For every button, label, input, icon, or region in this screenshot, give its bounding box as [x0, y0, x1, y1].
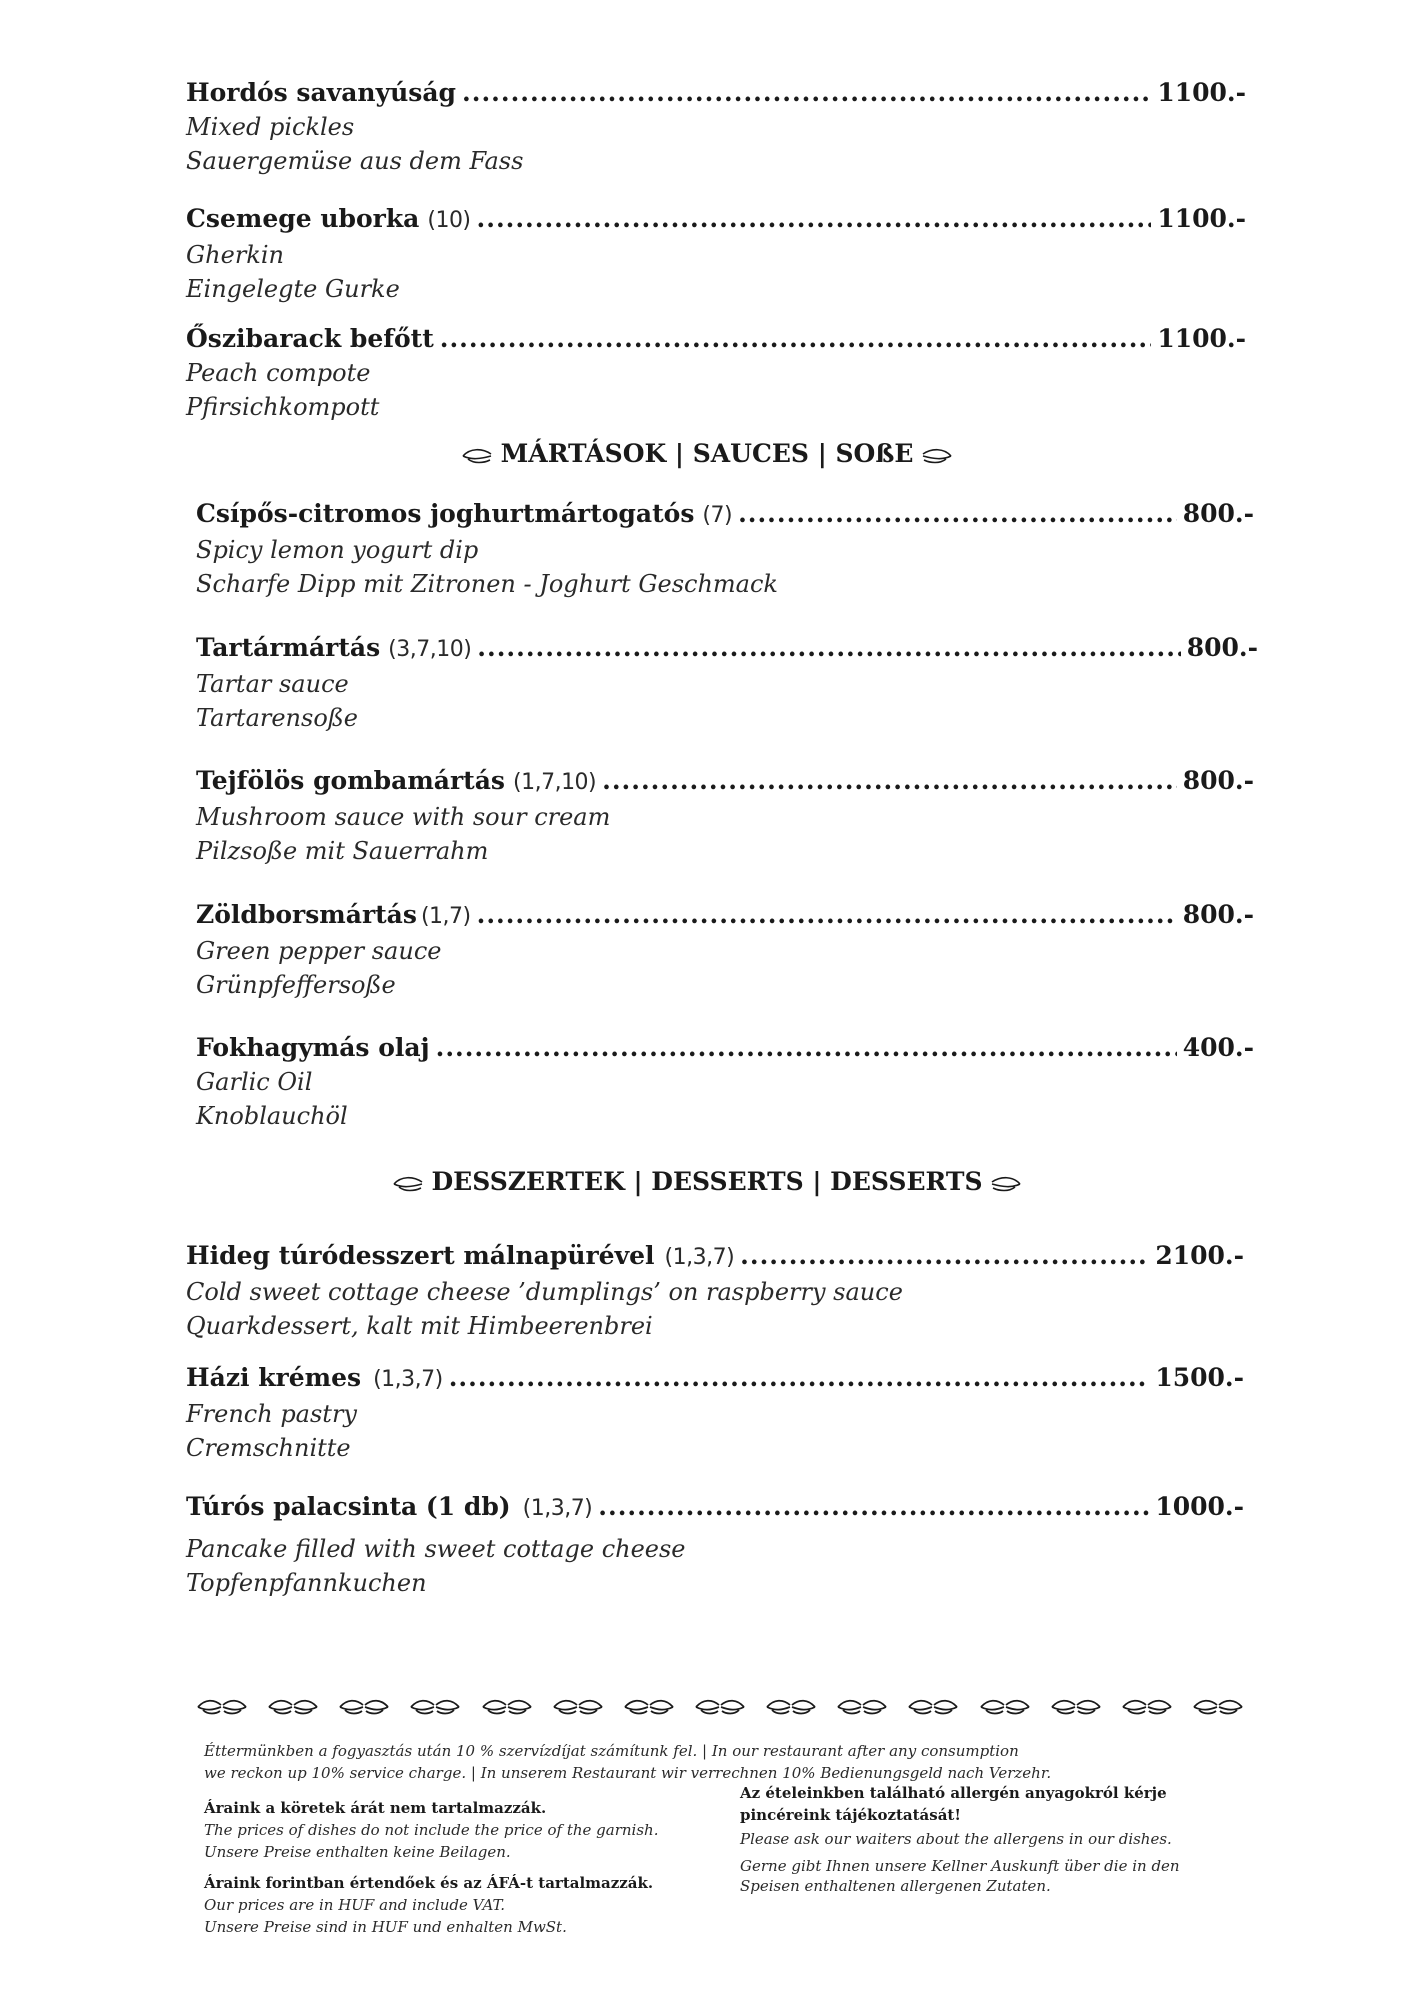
item-desc-en: Pancake filled with sweet cottage cheese: [186, 1535, 686, 1563]
flourish-icon: [1121, 1696, 1173, 1722]
flourish-icon: [552, 1696, 604, 1722]
menu-item: [196, 764, 1254, 868]
dot-leader: [477, 202, 1152, 236]
item-price: 800.-: [1182, 766, 1254, 795]
dot-leader: [449, 1361, 1150, 1395]
dot-leader: [740, 1239, 1149, 1273]
item-desc-en: Spicy lemon yogurt dip: [196, 536, 479, 564]
item-desc-en: French pastry: [186, 1400, 357, 1428]
dot-leader: [477, 631, 1180, 665]
item-allergens: (3,7,10): [388, 637, 472, 662]
menu-item: [186, 1239, 1244, 1343]
item-price: 1100.-: [1157, 78, 1246, 107]
flourish-icon: [979, 1696, 1031, 1722]
menu-item: [186, 202, 1246, 306]
flourish-icon: [338, 1696, 390, 1722]
garnish-note: [204, 1797, 658, 1863]
item-name: Házi krémes: [186, 1363, 362, 1392]
menu-item: [186, 76, 1246, 178]
huf-hu: Áraink forintban értendőek és az ÁFÁ-t tartalmazzák.: [204, 1874, 654, 1892]
item-desc-en: Mushroom sauce with sour cream: [196, 803, 611, 831]
item-name: Tartármártás: [196, 633, 381, 662]
item-desc-en: Cold sweet cottage cheese ’dumplings’ on raspberry sauce: [186, 1278, 903, 1306]
flourish-icon: [196, 1696, 248, 1722]
item-price: 1500.-: [1155, 1363, 1244, 1392]
item-desc-de: Knoblauchöl: [196, 1102, 348, 1130]
menu-item: [196, 631, 1258, 735]
menu-item: [186, 1361, 1244, 1465]
flourish-icon: [409, 1696, 461, 1722]
item-desc-de: Pfirsichkompott: [186, 393, 380, 421]
item-allergens: (10): [427, 208, 471, 233]
garnish-de: Unsere Preise enthalten keine Beilagen.: [204, 1843, 511, 1861]
service-line-2: we reckon up 10% service charge. | In unserem Restaurant wir verrechnen 10% Bedienungsgeld nach Verzehr.: [204, 1764, 1052, 1782]
service-line-1: Éttermünkben a fogyasztás után 10 % szervízdíjat számítunk fel. | In our restaurant after any consumption: [204, 1742, 1019, 1760]
flourish-icon: [1050, 1696, 1102, 1722]
item-desc-en: Peach compote: [186, 359, 371, 387]
huf-de: Unsere Preise sind in HUF und enhalten MwSt.: [204, 1918, 567, 1936]
item-price: 2100.-: [1155, 1241, 1244, 1270]
allergen-de-2: Speisen enthaltenen allergenen Zutaten.: [740, 1877, 1051, 1895]
garnish-hu: Áraink a köretek árát nem tartalmazzák.: [204, 1799, 547, 1817]
item-price: 1100.-: [1157, 204, 1246, 233]
menu-item: [196, 497, 1254, 601]
allergen-en: Please ask our waiters about the allergens in our dishes.: [740, 1830, 1172, 1848]
item-desc-de: Cremschnitte: [186, 1434, 351, 1462]
item-allergens: (1,3,7): [664, 1245, 735, 1270]
section-title-text: DESSZERTEK | DESSERTS | DESSERTS: [431, 1167, 983, 1196]
flourish-icon: [765, 1696, 817, 1722]
flourish-icon: [267, 1696, 319, 1722]
item-allergens: (1,3,7): [373, 1367, 443, 1392]
menu-item: [186, 1490, 1244, 1600]
item-desc-de: Topfenpfannkuchen: [186, 1569, 427, 1597]
dot-leader: [436, 1031, 1177, 1065]
dot-leader: [598, 1490, 1149, 1524]
menu-item: [196, 898, 1254, 1002]
item-allergens: (1,7): [420, 904, 471, 929]
item-desc-de: Grünpfeffersoße: [196, 971, 396, 999]
item-name: Hordós savanyúság: [186, 78, 457, 107]
item-name: Fokhagymás olaj: [196, 1033, 430, 1062]
item-desc-en: Green pepper sauce: [196, 937, 442, 965]
currency-note: [204, 1872, 653, 1938]
allergen-hu-2: pincéreink tájékoztatását!: [740, 1806, 961, 1824]
dot-leader: [602, 764, 1177, 798]
allergen-hu-1: Az ételeinkben található allergén anyagokról kérje: [740, 1784, 1167, 1802]
flourish-icon: [991, 1175, 1021, 1193]
item-allergens: (1,3,7): [522, 1496, 593, 1521]
item-price: 800.-: [1186, 633, 1258, 662]
flourish-icon: [907, 1696, 959, 1722]
service-charge-note: [204, 1740, 1051, 1784]
item-name: Őszibarack befőtt: [186, 324, 434, 353]
item-desc-en: Mixed pickles: [186, 113, 355, 141]
flourish-icon: [481, 1696, 533, 1722]
item-desc-de: Sauergemüse aus dem Fass: [186, 147, 524, 175]
item-desc-de: Eingelegte Gurke: [186, 275, 400, 303]
menu-item: [186, 322, 1246, 424]
item-price: 800.-: [1182, 900, 1254, 929]
item-name: Csemege uborka: [186, 204, 420, 233]
item-name: Csípős-citromos joghurtmártogatós: [196, 499, 695, 528]
item-desc-en: Garlic Oil: [196, 1068, 313, 1096]
item-name: Túrós palacsinta (1 db): [186, 1492, 511, 1521]
flourish-icon: [836, 1696, 888, 1722]
item-name: Hideg túródesszert málnapürével: [186, 1241, 655, 1270]
menu-item: [196, 1031, 1254, 1133]
section-title-sauces: [0, 437, 1414, 471]
dot-leader: [440, 322, 1152, 356]
flourish-icon: [694, 1696, 746, 1722]
item-name: Zöldborsmártás: [196, 900, 417, 929]
allergen-de-1: Gerne gibt Ihnen unsere Kellner Auskunft über die in den: [740, 1857, 1180, 1875]
item-desc-en: Tartar sauce: [196, 670, 349, 698]
ornament-border: [196, 1694, 1244, 1724]
item-name: Tejfölös gombamártás: [196, 766, 505, 795]
flourish-icon: [393, 1175, 423, 1193]
item-desc-de: Tartarensoße: [196, 704, 359, 732]
garnish-en: The prices of dishes do not include the price of the garnish.: [204, 1821, 659, 1839]
item-price: 400.-: [1182, 1033, 1254, 1062]
item-allergens: (7): [702, 503, 733, 528]
flourish-icon: [623, 1696, 675, 1722]
item-desc-en: Gherkin: [186, 241, 284, 269]
dot-leader: [477, 898, 1177, 932]
section-title-desserts: [0, 1165, 1414, 1199]
item-price: 800.-: [1182, 499, 1254, 528]
dot-leader: [738, 497, 1177, 531]
flourish-icon: [462, 447, 492, 465]
flourish-icon: [922, 447, 952, 465]
huf-en: Our prices are in HUF and include VAT.: [204, 1896, 506, 1914]
item-price: 1000.-: [1155, 1492, 1244, 1521]
item-desc-de: Quarkdessert, kalt mit Himbeerenbrei: [186, 1312, 653, 1340]
item-desc-de: Pilzsoße mit Sauerrahm: [196, 837, 489, 865]
item-price: 1100.-: [1157, 324, 1246, 353]
allergen-note: [740, 1782, 1180, 1896]
flourish-icon: [1192, 1696, 1244, 1722]
item-allergens: (1,7,10): [513, 770, 597, 795]
dot-leader: [462, 76, 1151, 110]
section-title-text: MÁRTÁSOK | SAUCES | SOßE: [500, 439, 914, 468]
item-desc-de: Scharfe Dipp mit Zitronen - Joghurt Geschmack: [196, 570, 778, 598]
